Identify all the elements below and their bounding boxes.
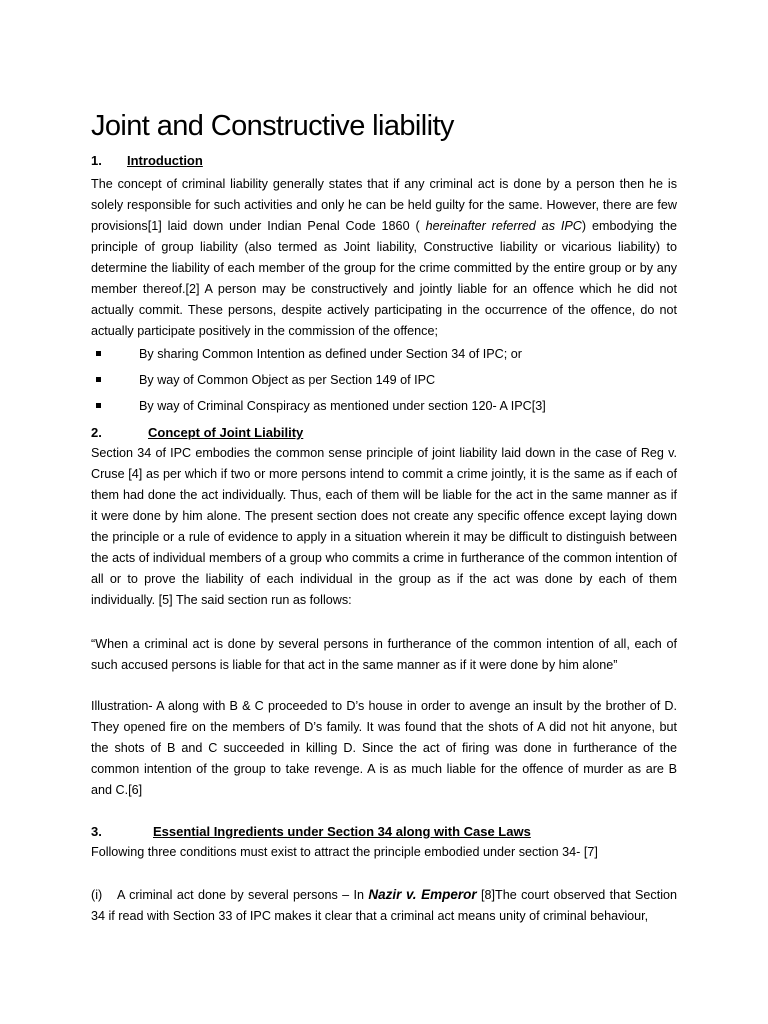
case-name: Nazir v. Emperor: [368, 887, 477, 902]
square-bullet-icon: [96, 403, 101, 408]
page-title: Joint and Constructive liability: [91, 110, 454, 142]
square-bullet-icon: [96, 377, 101, 382]
item-text-2: [8]The court observed that Section 34 if read with Section 33 of IPC makes it clear that a criminal act means unity of criminal behaviour,: [91, 888, 678, 923]
section-number: 3.: [91, 824, 102, 839]
section-heading-joint-liability: [91, 424, 304, 442]
item-text-1: A criminal act done by several persons – In: [117, 888, 369, 902]
section-quote: “When a criminal act is done by several persons in furtherance of the common intention of all, each of such accused persons is liable for that act in the same manner as if it were done by him alone”: [91, 637, 677, 672]
section-heading-introduction: [91, 152, 203, 170]
bullet-text: By sharing Common Intention as defined under Section 34 of IPC; or: [139, 347, 522, 361]
intro-paragraph: [91, 174, 677, 342]
square-bullet-icon: [96, 351, 101, 356]
section-title: Concept of Joint Liability: [148, 425, 304, 440]
intro-text-1: The concept of criminal liability generally states that if any criminal act is done by a person then he is solely responsible for such activities and only he can be held guilty for the same. However, there are few provisions[1] laid down under Indian Penal Code 1860 (: [91, 177, 677, 233]
intro-italic: hereinafter referred as IPC: [425, 219, 582, 233]
section-number: 1.: [91, 153, 102, 168]
ingredients-intro: Following three conditions must exist to attract the principle embodied under section 34- [7]: [91, 845, 598, 859]
section-title: Essential Ingredients under Section 34 along with Case Laws: [153, 824, 531, 839]
section-heading-ingredients: [91, 823, 531, 841]
joint-liability-paragraph: Section 34 of IPC embodies the common sense principle of joint liability laid down in the case of Reg v. Cruse [4] as per which if two or more persons intend to commit a crime jointly, it is the same as if each of them had done the act individually. Thus, each of them will be liable for the act in the same manner as if it were done by him alone. The present section does not create any specific offence except laying down the principle or a rule of evidence to apply in a situation wherein it may be difficult to distinguish between the acts of individual members of a group who commits a crime in furtherance of the common intention of all or to prove the liability of each individual in the group as if the act was done by each of them individually. [5] The said section run as follows:: [91, 446, 677, 607]
bullet-text: By way of Criminal Conspiracy as mentioned under section 120- A IPC[3]: [139, 399, 546, 413]
item-label: (i): [91, 888, 103, 902]
intro-text-2: ) embodying the principle of group liability (also termed as Joint liability, Constructive liability or vicarious liability) to determine the liability of each member of the group for the crime committed by the entire group or by any member thereof.[2] A person may be constructively and jointly liable for an offence which he did not actually commit. These persons, despite actively participating in the occurrence of the offence, do not actually participate positively in the commission of the offence;: [91, 219, 678, 338]
section-number: 2.: [91, 425, 102, 440]
illustration-paragraph: Illustration- A along with B & C proceeded to D’s house in order to avenge an insult by the brother of D. They opened fire on the members of D’s family. It was found that the shots of A did not hit anyone, but the shots of B and C succeeded in killing D. Since the act of firing was done in furtherance of the common intention of the group to take revenge. A is as much liable for the offence of murder as are B and C.[6]: [91, 699, 677, 797]
list-item: [91, 884, 677, 927]
section-title: Introduction: [127, 153, 203, 168]
bullet-text: By way of Common Object as per Section 149 of IPC: [139, 373, 436, 387]
